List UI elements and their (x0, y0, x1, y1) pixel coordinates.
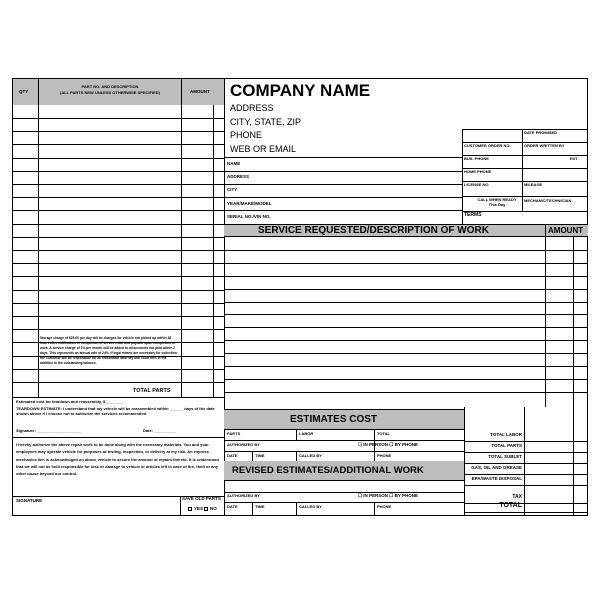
service-row-line (224, 366, 588, 367)
service-row-line (224, 289, 588, 290)
save-old-parts-label: SAVE OLD PARTS (182, 496, 221, 501)
parts-row-line (13, 303, 224, 304)
customer-line-1 (224, 171, 462, 172)
parts-row-line (13, 171, 224, 172)
est-authorized-label: AUTHORIZED BY (227, 442, 260, 447)
total-parts-sum-line (464, 452, 588, 453)
yes-checkbox[interactable] (188, 507, 192, 511)
service-row-line (224, 327, 588, 328)
total-sublet-label: TOTAL SUBLET (488, 454, 522, 459)
customer-order-label: CUSTOMER ORDER NO. (464, 143, 511, 148)
service-row-line (224, 263, 588, 264)
gas-oil-grease-line (464, 474, 588, 475)
parts-row-line (13, 224, 224, 225)
qty-column-line (38, 79, 39, 397)
estimates-right-line (464, 407, 465, 516)
company-address: ADDRESS (230, 103, 274, 113)
signature-label: SIGNATURE (16, 498, 43, 503)
parts-row-line (13, 184, 224, 185)
estimates-title: ESTIMATES COST (290, 414, 378, 425)
rev-line-b (224, 502, 464, 503)
est-parts-label: PARTS (227, 431, 241, 436)
gas-oil-grease-label: GAS, OIL AND GREASE (471, 465, 522, 470)
save-parts-divider (180, 496, 181, 516)
service-row-line (224, 276, 588, 277)
terms-label: TERMS (464, 212, 482, 218)
call-when-ready-label: CALL WHEN READY (477, 197, 517, 202)
est-total-label: TOTAL (377, 431, 390, 436)
est-called-by-label: CALLED BY (299, 453, 322, 458)
yes-label: YES (194, 506, 204, 511)
no-checkbox[interactable] (204, 507, 208, 511)
tax-line (464, 503, 588, 504)
year-make-model-label: YEAR/MAKE/MODEL (227, 201, 272, 206)
service-row-line (224, 340, 588, 341)
est-time-label: TIME (255, 453, 265, 458)
amount-header: AMOUNT (190, 89, 210, 94)
est-labor-divider (296, 430, 297, 440)
rev-time-divider (252, 502, 253, 516)
customer-city-label: CITY (227, 187, 238, 192)
rev-phone-divider (374, 502, 375, 516)
epa-waste-line (464, 485, 588, 486)
qty-header: QTY (19, 89, 29, 94)
rev-date-label: DATE (227, 504, 238, 509)
totals-amount-line (524, 407, 525, 516)
est-line-b (224, 451, 464, 452)
est-time-divider (252, 451, 253, 461)
signature-divider (13, 437, 224, 438)
grand-total-line (464, 512, 588, 513)
authorization-text: I hereby authorize the above repair work to be done along with the necessary materials. You and your employees may operate vehicle for purposes of testing, inspection, or delivery at my risk. An express mechanics lien is acknowledged on above vehicle to secure the amount of repairs thereto. It is understood that we will not be held responsible for loss or damage to vehicle or articles left in case of fire, theft or any other cause beyond our control. (16, 442, 219, 477)
total-parts-sum-label: TOTAL PARTS (491, 443, 522, 448)
amount-cents-line (213, 105, 214, 397)
service-row-line (224, 353, 588, 354)
service-amount-header: AMOUNT (548, 226, 584, 235)
parts-row-line (13, 263, 224, 264)
this-day-label: This Day (488, 202, 506, 207)
amount-column-line-left (181, 79, 182, 397)
ext-label: EXT. (570, 156, 579, 161)
service-row-line (224, 314, 588, 315)
rev-in-person-label[interactable]: ☐ IN PERSON ☐ BY PHONE (358, 493, 418, 498)
rev-time-label: TIME (255, 504, 265, 509)
est-line-a (224, 440, 464, 441)
parts-row-line (13, 250, 224, 251)
mechanic-label: MECHANIC/TECHNICIAN (524, 198, 572, 203)
bus-phone-label: BUS. PHONE (464, 156, 489, 161)
totals-cents-line (573, 407, 574, 516)
service-row-line (224, 379, 588, 380)
est-in-person-label[interactable]: ☐ IN PERSON ☐ BY PHONE (358, 442, 418, 447)
mileage-label: MILEAGE (524, 182, 543, 187)
epa-waste-label: EPA/WASTE DISPOSAL (471, 476, 522, 481)
tax-label: TAX (512, 494, 522, 500)
home-phone-label: HOME PHONE (464, 169, 492, 174)
teardown-estimate-text: TEARDOWN ESTIMATE: I understand that my vehicle will be reassembled within ______ days of the date shown above if I choose not to authorize the services recommended. (16, 406, 215, 416)
parts-row-line (13, 144, 224, 145)
est-labor-label: LABOR (299, 431, 314, 436)
company-name: COMPANY NAME (230, 81, 371, 100)
order-written-by-label: ORDER WRITTEN BY (524, 143, 565, 148)
parts-row-line (13, 118, 224, 119)
parts-row-line (13, 316, 224, 317)
service-row-line (224, 250, 588, 251)
date-line[interactable]: Date: __________ (143, 428, 177, 433)
company-web: WEB OR EMAIL (230, 144, 297, 154)
parts-row-line (13, 210, 224, 211)
total-parts-line (13, 397, 224, 398)
license-no-label: LICENSE NO. (464, 182, 490, 187)
total-parts-label: TOTAL PARTS (133, 388, 171, 394)
estimated-cost-text: Estimated cost for teardown and reassembly, $________ (16, 399, 124, 404)
est-phone-label: PHONE (377, 453, 392, 458)
rev-authorized-label: AUTHORIZED BY (227, 493, 260, 498)
customer-line-4 (224, 210, 462, 211)
rev-line-a (224, 492, 464, 493)
parts-row-line (13, 158, 224, 159)
total-sublet-line (464, 463, 588, 464)
rev-phone-label: PHONE (377, 504, 392, 509)
parts-row-line (13, 131, 224, 132)
customer-line-2 (224, 184, 462, 185)
service-row-line (224, 392, 588, 393)
grand-total-label: TOTAL (499, 502, 522, 509)
customer-line-3 (224, 197, 462, 198)
service-row-line (224, 302, 588, 303)
serial-vin-label: SERIAL NO./VIN NO. (227, 214, 271, 219)
customer-address-label: ADDRESS (227, 174, 250, 179)
customer-line-0 (224, 157, 462, 158)
customer-name-label: NAME (227, 161, 241, 166)
info-grid-left (462, 129, 463, 224)
call-when-ready (474, 197, 520, 207)
part-desc-header-line2: (ALL PARTS NEW UNLESS OTHERWISE SPECIFIED) (59, 90, 160, 95)
parts-row-line (13, 290, 224, 291)
est-called-divider (296, 451, 297, 461)
company-city: CITY, STATE, ZIP (230, 117, 302, 127)
no-label: NO (210, 506, 217, 511)
date-promised-label: DATE PROMISED (524, 130, 558, 135)
total-labor-label: TOTAL LABOR (490, 432, 522, 437)
parts-row-line (13, 276, 224, 277)
service-title: SERVICE REQUESTED/DESCRIPTION OF WORK (258, 225, 489, 236)
parts-row-line (13, 197, 224, 198)
rev-called-by-label: CALLED BY (299, 504, 322, 509)
rev-called-divider (296, 502, 297, 516)
parts-row-line (13, 329, 224, 330)
parts-row-line (13, 237, 224, 238)
total-labor-line (464, 441, 588, 442)
part-desc-header (40, 84, 180, 96)
revised-title: REVISED ESTIMATES/ADDITIONAL WORK (232, 465, 424, 476)
part-desc-header-line1: PART NO. AND DESCRIPTION (81, 84, 139, 89)
signature-line[interactable]: Signature: ____________________ (16, 428, 82, 433)
storage-note: Storage charge of $25.00 per day will be charged for vehicle not picked up within 48 hours after notification of completion of services due and payable upon completion of work. A service charge of 1% per month will be added to all accounts not paid within 2 days. This represents an annual rate of 24%. If legal means are necessary for collection the customer will be responsible for all reasonable attorney and court fees in the addition to the outstanding balance. (40, 336, 177, 365)
est-date-label: DATE (227, 453, 238, 458)
company-phone: PHONE (230, 130, 263, 140)
